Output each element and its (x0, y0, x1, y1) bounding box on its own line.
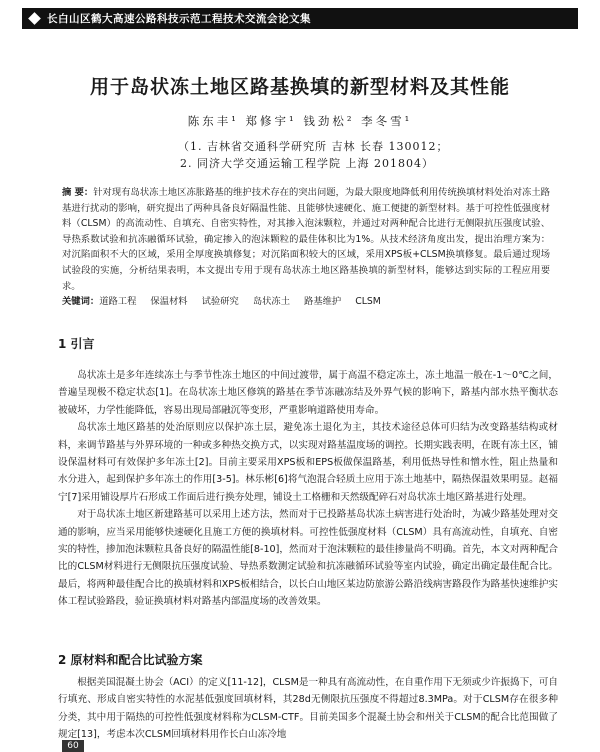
running-header (0, 0, 600, 38)
keywords (62, 293, 550, 307)
section-body-materials (58, 674, 558, 744)
diamond-icon (28, 12, 41, 25)
section-body-intro (58, 367, 558, 611)
keywords-label: 关键词： (62, 296, 100, 307)
abstract-text: 针对现有岛状冻土地区冻胀路基的维护技术存在的突出问题，为最大限度地降低利用传统换填材料处治对冻土路基进行扰动的影响，研究提出了两种具备良好隔温性能、且能够快速硬化、施工便捷的新型材料。基于可控性低强度材料（CLSM）的高流动性、自填充、自密实特性，对其掺入泡沫颗粒，并通过对两种配合比进行无侧限抗压强度试验、导热系数试验和抗冻融循环试验，确定掺入的泡沫颗粒的最佳体积比为1%。从技术经济角度出发，提出治理方案为：对沉陷面积不大的区域，采用全厚度换填修复；对沉陷面积较大的区域，采用XPS板+CLSM换填修复。最后通过现场试验段的实施，分析结果表明，本文提出专用于现有岛状冻土地区路基换填的新型材料，能够达到实际的工程应用要求。 (62, 187, 550, 292)
page-number: 60 (62, 740, 84, 752)
affiliation-2: 2. 同济大学交通运输工程学院 上海 201804） (180, 157, 434, 170)
keyword: 试验研究 (201, 296, 239, 307)
keyword: CLSM (355, 296, 381, 307)
section-heading-intro: 1 引言 (58, 337, 95, 351)
authors: 陈东丰¹ 郑修宇¹ 钱劲松² 李冬雪¹ (187, 114, 413, 128)
journal-title: 长白山区鹤大高速公路科技示范工程技术交流会论文集 (47, 13, 311, 25)
paragraph: 根据美国混凝土协会（ACI）的定义[11-12]，CLSM是一种具有高流动性，在自重作用下无须或少许振捣下，可自行填充、形成自密实特性的水泥基低强度回填材料，其28d无侧限抗压强度不得超过8.3MPa。对于CLSM存在很多种分类，其中用于隔热的可控性低强度材料称为CLSM-CTF。目前美国多个混凝土协会和州关于CLSM的配合比范围做了规定[13]，考虑本次CLSM回填材料用作长白山冻冷地 (58, 677, 558, 741)
section-heading-materials: 2 原材料和配合比试验方案 (58, 653, 203, 667)
affiliation-1: （1. 吉林省交通科学研究所 吉林 长春 130012； (178, 140, 449, 153)
paper-title: 用于岛状冻土地区路基换填的新型材料及其性能 (89, 76, 510, 98)
paragraph: 岛状冻土是多年连续冻土与季节性冻土地区的中间过渡带，属于高温不稳定冻土，冻土地温一般在-1～0℃之间，普遍呈现极不稳定状态[1]。在岛状冻土地区修筑的路基在季节冻融冻结及外界气候的影响下，路基内部水热平衡状态被破坏，力学性能降低，容易出现局部融沉等变形，严重影响道路使用寿命。 (58, 370, 558, 416)
keyword: 路基维护 (304, 296, 342, 307)
keyword: 保温材料 (150, 296, 188, 307)
abstract (62, 185, 550, 294)
paragraph: 对于岛状冻土地区新建路基可以采用上述方法，然而对于已投路基岛状冻土病害进行处治时，为减少路基处理对交通的影响，应当采用能够快速硬化且施工方便的换填材料。可控性低强度材料（CLSM）具有高流动性，自填充、自密实的特性，掺加泡沫颗粒具备良好的隔温性能[8-10]，然而对于泡沫颗粒的最佳掺量尚不明确。首先，本文对两种配合比的CLSM材料进行无侧限抗压强度试验、导热系数测定试验和抗冻融循环试验等室内试验，确定出确定最佳配合比。最后，将两种最佳配合比的换填材料和XPS板相结合，以长白山地区某边防旅游公路沿线病害路段作为路基快速维护实体工程试验路段，验证换填材料对路基内部温度场的改善效果。 (58, 509, 558, 608)
keyword: 道路工程 (99, 296, 137, 307)
keyword: 岛状冻土 (252, 296, 291, 307)
paragraph: 岛状冻土地区路基的处治原则应以保护冻土层，避免冻土退化为主，其技术途径总体可归结为改变路基结构或材料，来调节路基与外界环境的一种或多种热交换方式，以实现对路基温度场的调控。长期实践表明，在既有冻土区，铺设保温材料可有效保护多年冻土[2]。目前主要采用XPS板和EPS板做保温路基，利用低热导性和憎水性，阻止热量和水分进入，起到保护多年冻土的作用[3-5]。林乐彬[6]将气泡混合轻质土应用于冻土地基中，隔热保温效果明显。赵福宁[7]采用铺设厚片石形成工作面后进行换夯处理，铺设土工格栅和天然级配碎石对岛状冻土地区路基进行处理。 (58, 422, 558, 503)
abstract-label: 摘 要： (62, 187, 94, 198)
header-bar (22, 8, 578, 29)
